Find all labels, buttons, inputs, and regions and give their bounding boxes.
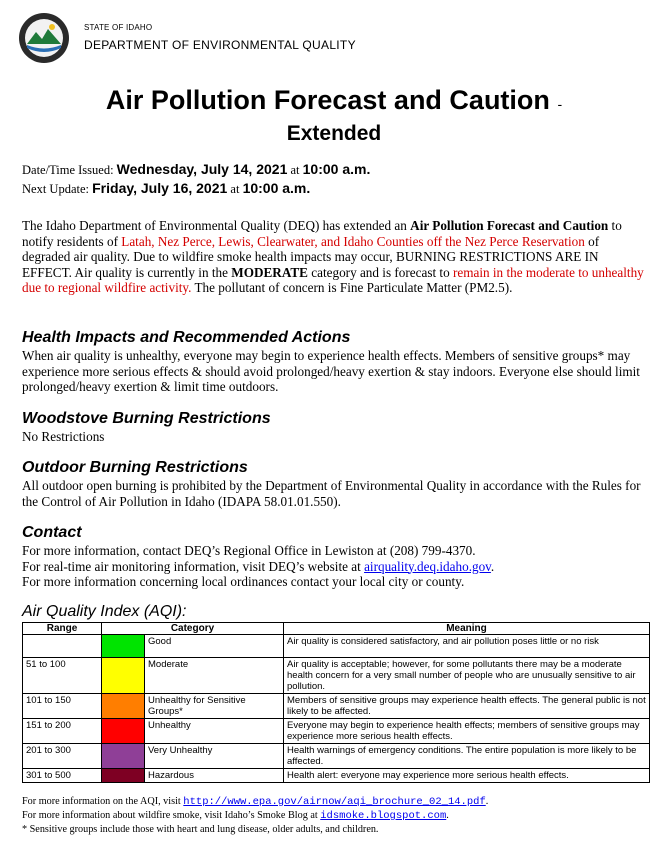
swatch-hazardous bbox=[102, 769, 144, 780]
swatch-very-unhealthy bbox=[102, 744, 144, 768]
next-update-at: at bbox=[230, 182, 240, 196]
intro-bold-caution: Air Pollution Forecast and Caution bbox=[410, 218, 609, 233]
footer-aqi-text: For more information on the AQI, visit bbox=[22, 796, 184, 807]
table-row bbox=[23, 658, 650, 694]
aqi-category: Hazardous bbox=[145, 769, 284, 783]
intro-text: The pollutant of concern is Fine Particulate Matter (PM2.5). bbox=[191, 280, 513, 295]
aqi-heading: Air Quality Index (AQI): bbox=[22, 603, 187, 620]
footer-period: . bbox=[446, 810, 449, 821]
aqi-color-swatch bbox=[102, 719, 145, 744]
next-update-line bbox=[22, 180, 310, 197]
aqi-range bbox=[23, 635, 102, 658]
aqi-meaning: Air quality is acceptable; however, for some pollutants there may be a moderate health concern for a very small number of people who are unusually sensitive to air pollution. bbox=[284, 658, 650, 694]
footer-notes bbox=[22, 795, 650, 836]
aqi-color-swatch bbox=[102, 694, 145, 719]
aqi-color-swatch bbox=[102, 635, 145, 658]
aqi-color-swatch bbox=[102, 658, 145, 694]
outdoor-text: All outdoor open burning is prohibited by the Department of Environmental Quality in accordance with the Rules for the Control of Air Pollution in Idaho (IDAPA 58.01.01.550). bbox=[22, 478, 641, 509]
aqi-category: Moderate bbox=[145, 658, 284, 694]
aqi-range: 51 to 100 bbox=[23, 658, 102, 694]
aqi-range: 151 to 200 bbox=[23, 719, 102, 744]
issued-line bbox=[22, 161, 370, 178]
table-row bbox=[23, 719, 650, 744]
contact-monitoring-text: For real-time air monitoring information, visit DEQ’s website at bbox=[22, 558, 365, 574]
swatch-moderate bbox=[102, 658, 144, 693]
contact-period: . bbox=[490, 558, 495, 574]
swatch-usg bbox=[102, 694, 144, 718]
title-text: Air Pollution Forecast and Caution bbox=[105, 85, 550, 115]
aqi-header-meaning: Meaning bbox=[284, 623, 650, 635]
table-row bbox=[23, 769, 650, 783]
smoke-blog-link[interactable]: idsmoke.blogspot.com bbox=[320, 810, 447, 822]
page-subtitle: Extended bbox=[286, 122, 382, 145]
deq-logo-icon bbox=[18, 12, 70, 64]
woodstove-heading: Woodstove Burning Restrictions bbox=[22, 410, 271, 427]
aqi-meaning: Health alert: everyone may experience more serious health effects. bbox=[284, 769, 650, 783]
aqi-header-row bbox=[23, 623, 650, 635]
aqi-meaning: Members of sensitive groups may experience health effects. The general public is not likely to be affected. bbox=[284, 694, 650, 719]
aqi-category: Very Unhealthy bbox=[145, 744, 284, 769]
health-heading: Health Impacts and Recommended Actions bbox=[22, 329, 351, 346]
intro-bold-category: MODERATE bbox=[231, 264, 308, 280]
department-label: DEPARTMENT OF ENVIRONMENTAL QUALITY bbox=[84, 38, 356, 52]
intro-text: category and is forecast to bbox=[307, 264, 453, 280]
aqi-color-swatch bbox=[102, 744, 145, 769]
intro-counties: Latah, Nez Perce, Lewis, Clearwater, and Idaho Counties off the Nez Perce Reservation bbox=[121, 233, 585, 249]
next-update-label: Next Update: bbox=[22, 182, 89, 196]
aqi-range: 101 to 150 bbox=[23, 694, 102, 719]
state-label: STATE OF IDAHO bbox=[84, 23, 153, 32]
title-dash: - bbox=[557, 96, 563, 112]
aqi-meaning: Health warnings of emergency conditions. The entire population is more likely to be affected. bbox=[284, 744, 650, 769]
woodstove-text: No Restrictions bbox=[22, 429, 105, 444]
footer-sensitive-note: * Sensitive groups include those with heart and lung disease, older adults, and children. bbox=[22, 824, 379, 835]
aqi-category: Unhealthy for Sensitive Groups* bbox=[145, 694, 284, 719]
aqi-category: Unhealthy bbox=[145, 719, 284, 744]
footer-smoke-text: For more information about wildfire smoke, visit Idaho’s Smoke Blog at bbox=[22, 810, 321, 821]
aqi-meaning: Everyone may begin to experience health effects; members of sensitive groups may experience more serious health effects. bbox=[284, 719, 650, 744]
contact-line-office: For more information, contact DEQ’s Regional Office in Lewiston at (208) 799-4370. bbox=[22, 543, 476, 558]
intro-paragraph bbox=[22, 218, 650, 296]
footer-aqi-line bbox=[22, 795, 650, 809]
next-update-date: Friday, July 16, 2021 bbox=[92, 180, 228, 196]
contact-heading: Contact bbox=[22, 524, 82, 541]
contact-line-ordinances: For more information concerning local ordinances contact your local city or county. bbox=[22, 574, 465, 589]
table-row bbox=[23, 635, 650, 658]
epa-brochure-link[interactable]: http://www.epa.gov/airnow/aqi_brochure_02_14.pdf bbox=[183, 796, 486, 808]
issued-time: 10:00 a.m. bbox=[302, 161, 371, 177]
swatch-good bbox=[102, 635, 144, 657]
intro-forecast: remain in the moderate to unhealthy due to regional wildfire activity. bbox=[22, 264, 644, 295]
outdoor-heading: Outdoor Burning Restrictions bbox=[22, 459, 248, 476]
aqi-table bbox=[22, 622, 650, 783]
footer-smoke-line bbox=[22, 809, 650, 823]
swatch-unhealthy bbox=[102, 719, 144, 743]
aqi-header-range: Range bbox=[23, 623, 102, 635]
aqi-range: 301 to 500 bbox=[23, 769, 102, 783]
aqi-range: 201 to 300 bbox=[23, 744, 102, 769]
intro-text: of degraded air quality. Due to wildfire smoke health impacts may occur, BURNING RESTRICTIONS ARE IN EFFECT. Air quality is currently in the bbox=[22, 233, 600, 280]
intro-text: to notify residents of bbox=[22, 218, 622, 249]
airquality-link[interactable]: airquality.deq.idaho.gov bbox=[364, 558, 491, 574]
aqi-meaning: Air quality is considered satisfactory, and air pollution poses little or no risk bbox=[284, 635, 650, 658]
page-title bbox=[0, 85, 668, 116]
issued-at: at bbox=[290, 163, 300, 177]
contact-line-monitoring bbox=[22, 559, 650, 575]
next-update-time: 10:00 a.m. bbox=[242, 180, 311, 196]
health-text: When air quality is unhealthy, everyone may begin to experience health effects. Members of sensitive groups* may experience more serious effects & should avoid prolonged/heavy exertion & stay indoors. Everyone else should limit prolonged/heavy exertion & limit time outdoors. bbox=[22, 348, 640, 394]
table-row bbox=[23, 694, 650, 719]
contact-text bbox=[22, 543, 650, 590]
footer-period: . bbox=[485, 796, 489, 807]
aqi-category: Good bbox=[145, 635, 284, 658]
table-row bbox=[23, 744, 650, 769]
issued-label: Date/Time Issued: bbox=[22, 163, 114, 177]
intro-text: The Idaho Department of Environmental Quality (DEQ) has extended an bbox=[22, 218, 411, 233]
issued-date: Wednesday, July 14, 2021 bbox=[116, 161, 288, 177]
aqi-header-category: Category bbox=[102, 623, 284, 635]
aqi-color-swatch bbox=[102, 769, 145, 783]
